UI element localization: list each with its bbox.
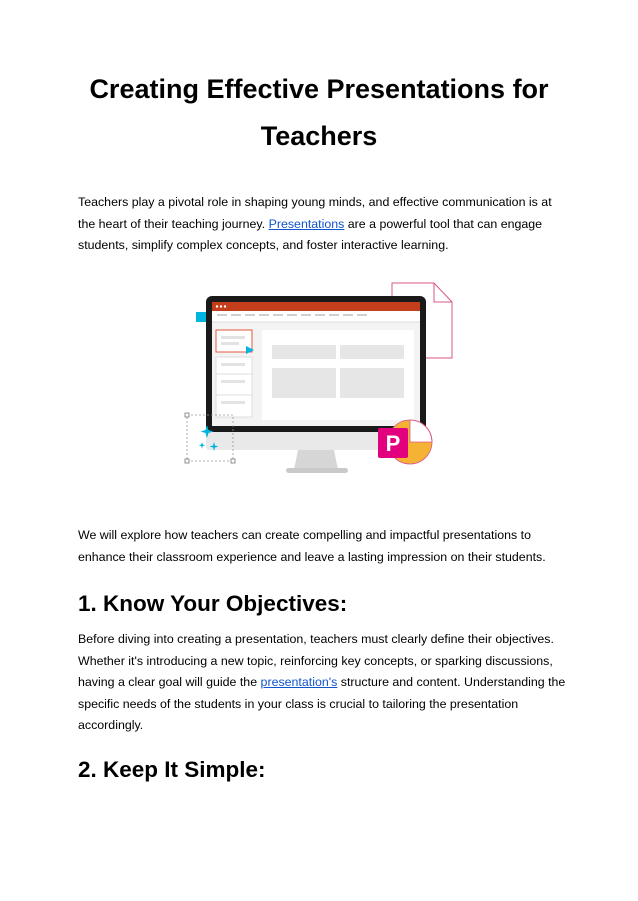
powerpoint-app-monitor-icon [162, 264, 478, 499]
slide-thumbnail [216, 395, 252, 417]
page-title: Creating Effective Presentations for Teachers [89, 74, 549, 151]
slide-thumbnail [216, 374, 252, 396]
objectives-text-after: structure and content. Understanding the specific needs of the students in your class is crucial to tailoring the presentation accordingly. [78, 675, 566, 732]
badge-letter: P [385, 431, 401, 456]
presentations-link[interactable]: Presentations [268, 216, 345, 231]
objectives-text-before: Before diving into creating a presentation, teachers must clearly define their objectives. Whether it's introducing a new topic, reinforcing key concepts, or sparking discussions, having a clear goal will guide the [78, 632, 554, 689]
paragraph-objectives [78, 629, 570, 737]
app-title-bar [212, 302, 420, 311]
monitor-stand [294, 450, 338, 470]
section-heading-objectives: 1. Know Your Objectives: [78, 591, 348, 616]
section-heading-simple: 2. Keep It Simple: [78, 757, 266, 782]
intro-text-after: are a powerful tool that can engage students, simplify complex concepts, and foster interactive learning. [78, 216, 543, 252]
paragraph-explore: We will explore how teachers can create compelling and impactful presentations to enhance their classroom experience and leave a lasting impression on their students. [78, 528, 546, 564]
intro-text-before: Teachers play a pivotal role in shaping young minds, and effective communication is at the heart of their teaching journey. [78, 195, 552, 231]
presentations-possessive-link[interactable]: presentation's [260, 675, 338, 689]
intro-paragraph [78, 192, 570, 257]
monitor-base [286, 468, 348, 473]
app-ribbon [212, 311, 420, 322]
